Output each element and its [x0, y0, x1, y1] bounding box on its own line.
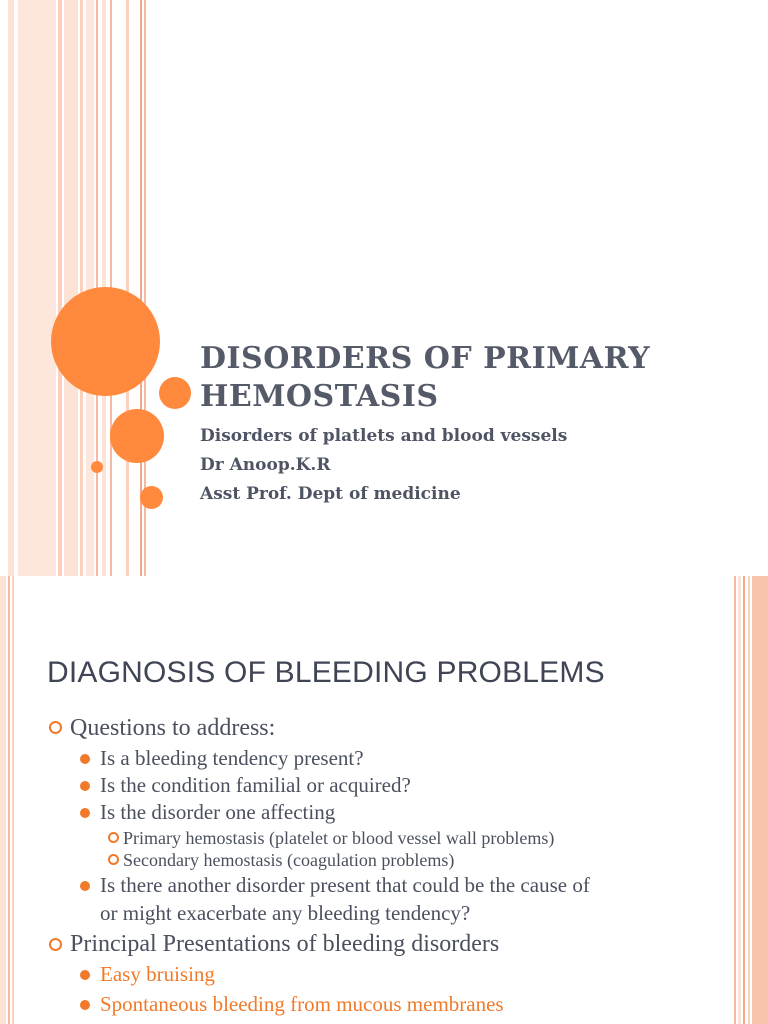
list-item: Is the condition familial or acquired?	[100, 773, 411, 797]
decor-band	[126, 0, 129, 576]
dot-bullet-icon	[80, 754, 90, 764]
dot-bullet-icon	[80, 808, 90, 818]
list-item: Easy bruising	[100, 962, 215, 986]
decor-band	[738, 576, 741, 1024]
slide-title-line2: HEMOSTASIS	[200, 379, 439, 414]
list-item-continuation: or might exacerbate any bleeding tendency?	[100, 901, 471, 925]
ring-bullet-icon	[108, 854, 119, 865]
decor-circle-tiny	[91, 461, 103, 473]
dot-bullet-icon	[80, 1000, 90, 1010]
decor-band	[752, 576, 768, 1024]
content-slide	[0, 576, 768, 1024]
dot-bullet-icon	[80, 781, 90, 791]
list-item: Questions to address:	[70, 715, 276, 741]
decor-band	[80, 0, 83, 576]
list-item: Principal Presentations of bleeding disorders	[70, 931, 500, 957]
author-name: Dr Anoop.K.R	[200, 455, 331, 475]
dot-bullet-icon	[80, 881, 90, 891]
decor-band	[58, 0, 62, 576]
decor-circle-small	[140, 486, 163, 509]
decor-band	[8, 0, 14, 576]
decor-band	[0, 576, 6, 1024]
ring-bullet-icon	[108, 832, 119, 843]
decor-band	[748, 576, 750, 1024]
decor-band	[64, 0, 78, 576]
list-item: Is a bleeding tendency present?	[100, 746, 364, 770]
decor-circle-small	[159, 377, 191, 409]
decor-band	[743, 576, 745, 1024]
list-item: Primary hemostasis (platelet or blood vessel wall problems)	[123, 828, 555, 848]
decor-band	[12, 576, 14, 1024]
list-item: Spontaneous bleeding from mucous membranes	[100, 992, 504, 1016]
decor-band	[18, 0, 56, 576]
list-item: Secondary hemostasis (coagulation problems)	[123, 850, 455, 870]
slide-subtitle: Disorders of platlets and blood vessels	[200, 426, 568, 446]
slide-title	[200, 340, 740, 416]
decor-band	[8, 576, 10, 1024]
slide-title: DIAGNOSIS OF BLEEDING PROBLEMS	[47, 656, 605, 689]
slide-title-line1: DISORDERS OF PRIMARY	[200, 341, 651, 376]
decor-band	[734, 576, 736, 1024]
list-item: Is there another disorder present that could be the cause of	[100, 873, 590, 897]
author-position: Asst Prof. Dept of medicine	[200, 484, 461, 504]
decor-circle-large	[51, 287, 160, 396]
ring-bullet-icon	[49, 721, 62, 734]
decor-circle-medium	[110, 409, 164, 463]
dot-bullet-icon	[80, 970, 90, 980]
list-item: Is the disorder one affecting	[100, 800, 336, 824]
ring-bullet-icon	[49, 938, 62, 951]
